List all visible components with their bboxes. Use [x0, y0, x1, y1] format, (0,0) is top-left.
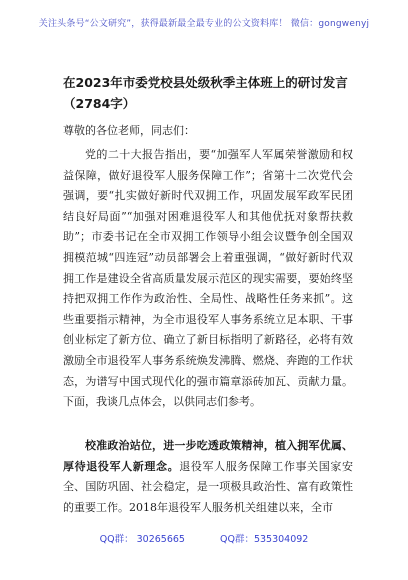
footer-qq-group-1: QQ群： 30265665 — [99, 534, 185, 545]
paragraph-2 — [63, 436, 353, 518]
paragraph-1: 党的二十大报告指出，要“加强军人军属荣誉激励和权益保障，做好退役军人服务保障工作”；省第十二次党代会强调，要“扎实做好新时代双拥工作，巩固发展军政军民团结良好局面”“加强对困难退役军人和其他优抚对象帮扶救助”；市委书记在全市双拥工作领导小组会议暨争创全国双拥模范城“四连冠”动员部署会上着重强调，“做好新时代双拥工作是建设全省高质量发展示范区的现实需要，要始终坚持把双拥工作作为政治性、全局性、战略性任务来抓”。这些重要指示精神，为全市退役军人事务系统立足本职、干事创业标定了新方位、确立了新目标指明了新路径，必将有效激励全市退役军人事务系统焕发沸腾、燃烧、奔跑的工作状态，为谱写中国式现代化的强市篇章添砖加瓦、贡献力量。下面，我谈几点体会，以供同志们参考。 — [63, 148, 353, 409]
footer-contacts — [0, 531, 408, 545]
header-banner: 关注头条号“公文研究”，获得最新最全最专业的公文资料库！ 微信：gongwenyj — [38, 19, 370, 29]
paragraph-2-body: 退役军人服务保障工作事关国家安全、国防巩固、社会稳定，是一项极具政治性、富有政策性的重要工作。2018年退役军人服务机关组建以来，全市 — [63, 459, 353, 514]
salutation: 尊敬的各位老师，同志们： — [63, 124, 195, 137]
footer-qq-group-2: QQ群：535304092 — [220, 534, 309, 545]
paragraph-2-lead: 校准政治站位，进一步吃透政策精神，植入拥军优属、厚待退役军人新理念。 — [63, 439, 353, 473]
document-title: 在2023年市委党校县处级秋季主体班上的研讨发言（2784字） — [63, 75, 348, 111]
